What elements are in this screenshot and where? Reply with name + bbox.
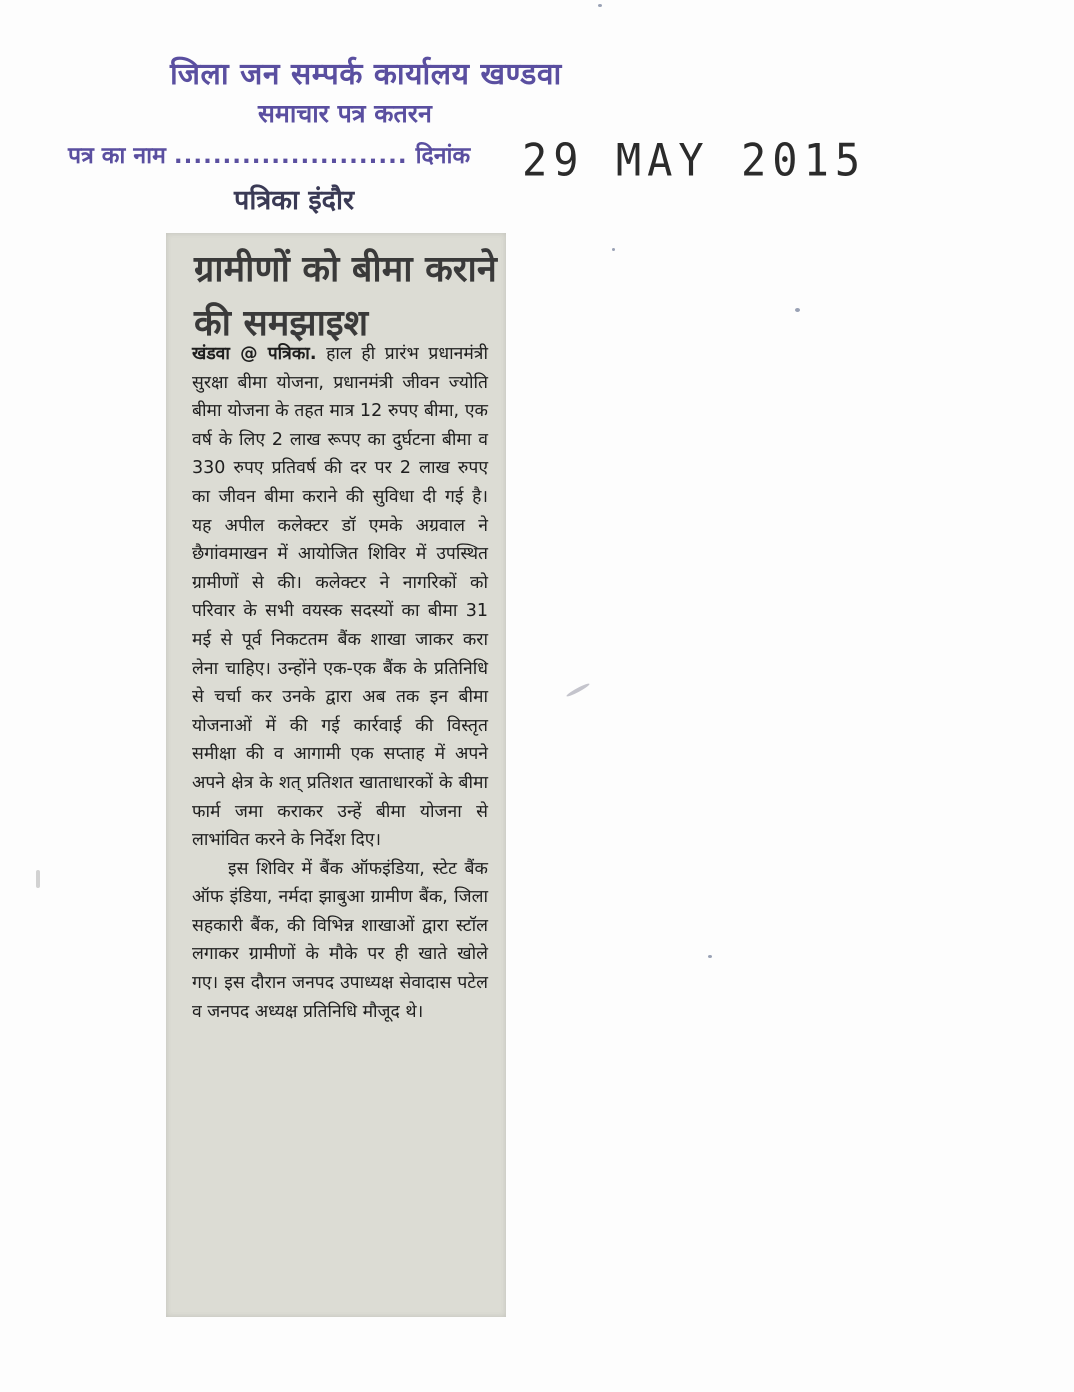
newspaper-clipping — [166, 233, 506, 1317]
paper-name-dots: ........................ — [173, 143, 408, 169]
clipping-label: समाचार पत्र कतरन — [258, 99, 432, 128]
article-paragraph — [192, 340, 488, 855]
date-label: दिनांक — [415, 143, 471, 169]
paper-name-label: पत्र का नाम — [68, 143, 166, 169]
scan-speck — [598, 4, 602, 7]
newspaper-name: पत्रिका इंदौर — [234, 185, 354, 216]
article-body — [192, 340, 488, 1026]
article-paragraph-2: इस शिविर में बैंक ऑफइंडिया, स्टेट बैंक ऑफ इंडिया, नर्मदा झाबुआ ग्रामीण बैंक, जिला सहकारी बैंक, की विभिन्न शाखाओं द्वारा स्टॉल लगाकर ग्रामीणों के मौके पर ही खाते खोले गए। इस दौरान जनपद उपाध्यक्ष सेवादास पटेल व जनपद अध्यक्ष प्रतिनिधि मौजूद थे। — [192, 858, 488, 1022]
scan-speck — [708, 955, 712, 958]
scan-speck — [36, 870, 40, 888]
article-headline: ग्रामीणों को बीमा कराने की समझाइश — [194, 249, 497, 344]
article-paragraph-1-text: हाल ही प्रारंभ प्रधानमंत्री सुरक्षा बीमा योजना, प्रधानमंत्री जीवन ज्योति बीमा योजना के तहत मात्र 12 रुपए बीमा, एक वर्ष के लिए 2 लाख रूपए का दुर्घटना बीमा व 330 रुपए प्रतिवर्ष की दर पर 2 लाख रुपए का जीवन बीमा कराने की सुविधा दी गई है। यह अपील कलेक्टर डॉ एमके अग्रवाल ने छैगांवमाखन में आयोजित शिविर में उपस्थित ग्रामीणों से की। कलेक्टर ने नागरिकों को परिवार के सभी वयस्क सदस्यों का बीमा 31 मई से पूर्व निकटतम बैंक शाखा जाकर करा लेना चाहिए। उन्होंने एक-एक बैंक के प्रतिनिधि से चर्चा कर उनके द्वारा अब तक इन बीमा योजनाओं में की गई कार्रवाई की विस्तृत समीक्षा की व आगामी एक सप्ताह में अपने अपने क्षेत्र के शत् प्रतिशत खाताधारकों के बीमा फार्म जमा कराकर उन्हें बीमा योजना से लाभांवित करने के निर्देश दिए। — [192, 344, 488, 851]
scan-speck — [795, 308, 800, 312]
office-stamp-title: जिला जन सम्पर्क कार्यालय खण्डवा — [170, 57, 562, 92]
scan-speck — [612, 248, 615, 251]
article-dateline: खंडवा @ पत्रिका. — [192, 344, 317, 364]
scan-speck — [566, 682, 591, 698]
date-stamp: 29 MAY 2015 — [522, 134, 867, 187]
